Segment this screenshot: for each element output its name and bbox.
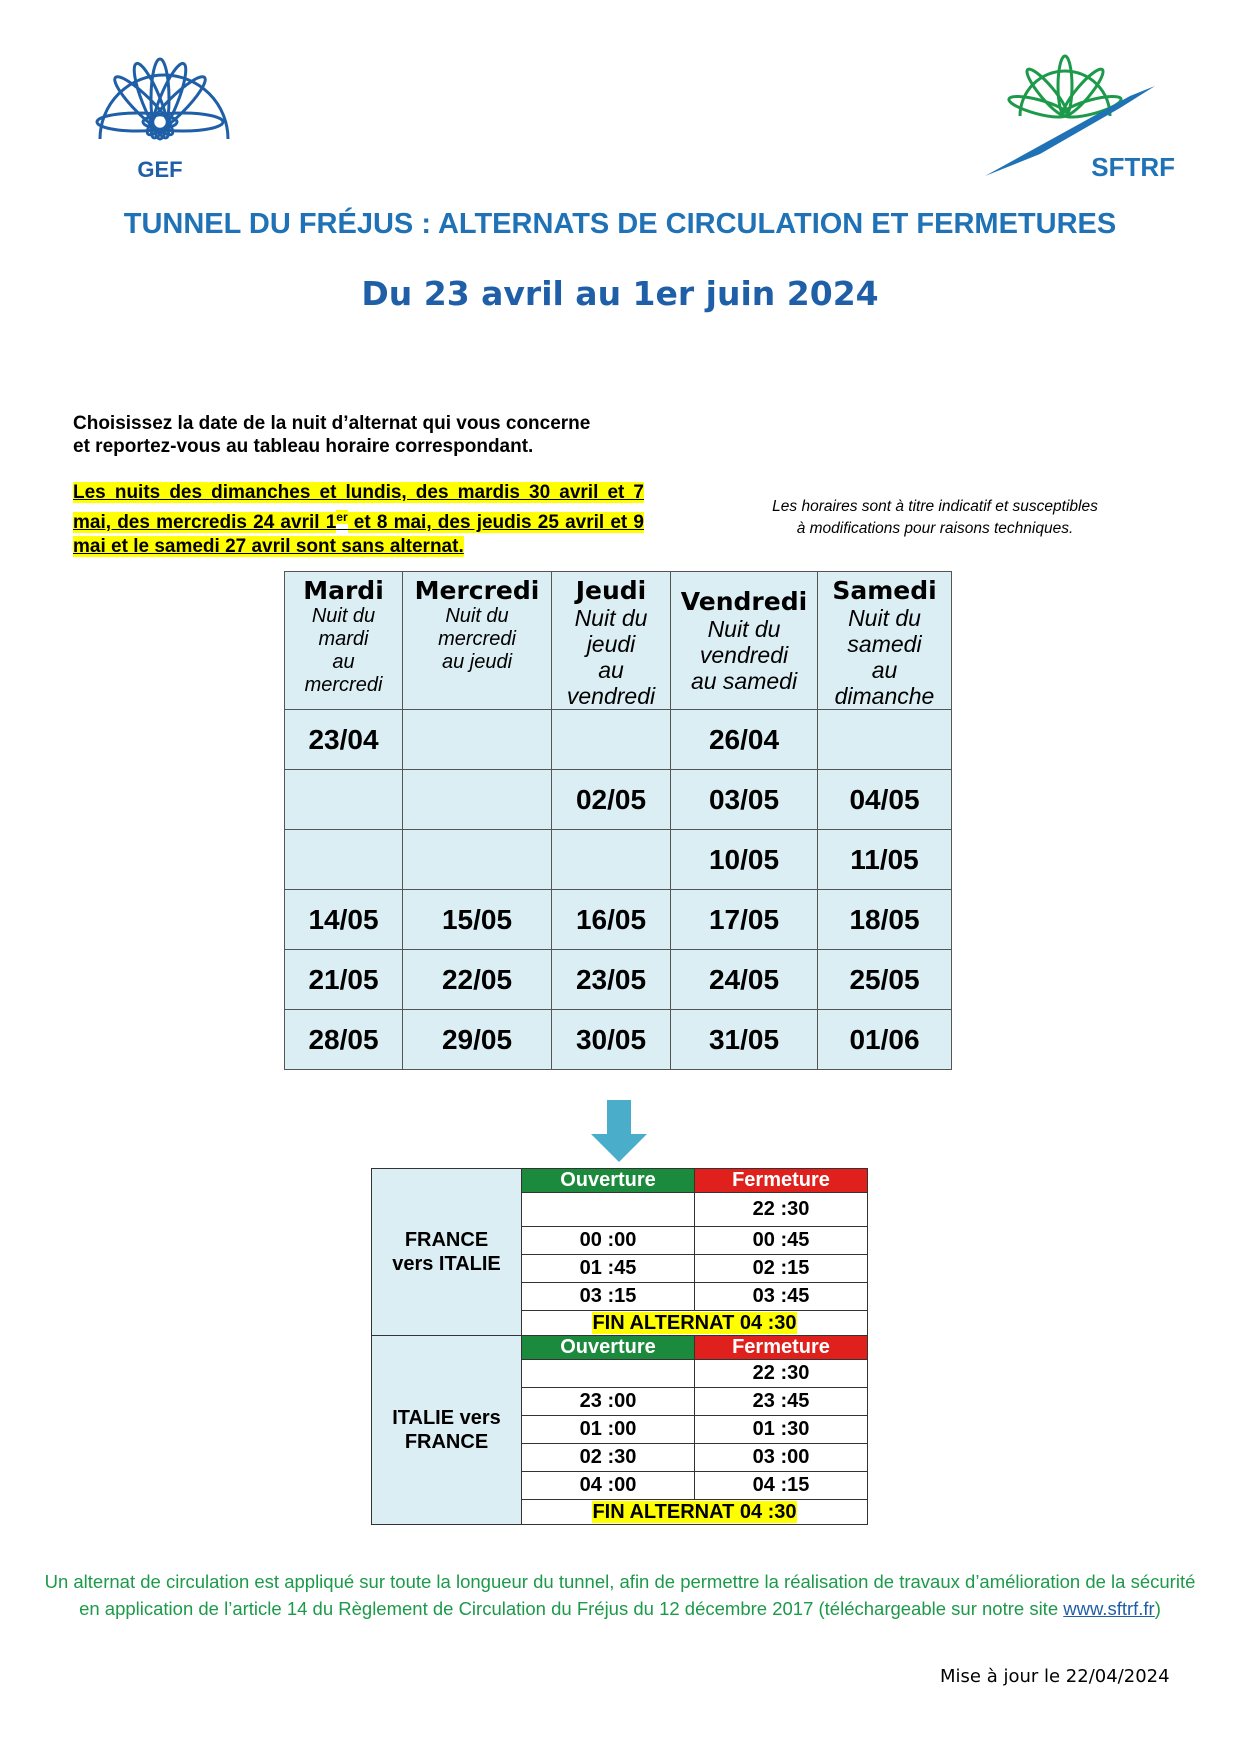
close-time: 22 :30 bbox=[695, 1360, 868, 1388]
day-label: Vendredi bbox=[680, 587, 808, 616]
day-label: Mardi bbox=[303, 576, 384, 605]
day-sub: Nuit du bbox=[445, 605, 509, 627]
intro-line-1: Choisissez la date de la nuit d’alternat qui vous concerne bbox=[73, 413, 591, 434]
disclaimer-line-1: Les horaires sont à titre indicatif et susceptibles bbox=[772, 498, 1098, 515]
table-row bbox=[285, 890, 952, 950]
table-row bbox=[285, 710, 952, 770]
notice-part-1: Les nuits des dimanches et lundis, des mardis 30 avril et 7 mai, des mercredis 24 avril 1 bbox=[73, 482, 644, 534]
update-date: Mise à jour le 22/04/2024 bbox=[940, 1666, 1170, 1687]
schedule-table bbox=[371, 1168, 868, 1525]
date-cell: 26/04 bbox=[671, 710, 818, 770]
day-sub: mercredi bbox=[438, 628, 516, 650]
close-time: 23 :45 bbox=[695, 1388, 868, 1416]
disclaimer-line-2: à modifications pour raisons techniques. bbox=[796, 520, 1074, 537]
date-cell: 30/05 bbox=[552, 1010, 671, 1070]
close-time: 02 :15 bbox=[695, 1255, 868, 1283]
direction-label: ITALIE vers bbox=[392, 1407, 501, 1429]
fermeture-header: Fermeture bbox=[695, 1169, 868, 1193]
dates-header-row bbox=[285, 572, 952, 710]
notice-part-2: et 8 mai, des jeudis 25 avril et 9 mai et le samedi 27 avril sont sans alternat. bbox=[73, 512, 644, 558]
day-sub: vendredi bbox=[566, 683, 656, 709]
date-cell bbox=[403, 770, 552, 830]
day-sub: au samedi bbox=[690, 668, 798, 694]
sftrf-link[interactable]: www.sftrf.fr bbox=[1063, 1598, 1155, 1619]
date-cell bbox=[403, 830, 552, 890]
ouverture-header: Ouverture bbox=[522, 1169, 695, 1193]
footer-note bbox=[0, 1568, 1240, 1622]
footer-line-2-end: ) bbox=[1154, 1598, 1161, 1619]
date-cell: 11/05 bbox=[818, 830, 952, 890]
table-row bbox=[285, 950, 952, 1010]
day-sub: Nuit du bbox=[848, 605, 921, 631]
day-sub: au bbox=[332, 651, 355, 673]
ouverture-header: Ouverture bbox=[522, 1336, 695, 1360]
notice-superscript: er bbox=[336, 510, 348, 524]
direction-label: FRANCE bbox=[404, 1431, 489, 1453]
table-row bbox=[372, 1336, 868, 1360]
no-alternat-notice bbox=[73, 481, 644, 559]
day-sub: samedi bbox=[847, 631, 922, 657]
date-cell: 16/05 bbox=[552, 890, 671, 950]
date-cell bbox=[552, 830, 671, 890]
day-sub: au bbox=[871, 657, 898, 683]
direction-france-italie bbox=[372, 1169, 522, 1336]
date-cell bbox=[818, 710, 952, 770]
day-sub: Nuit du bbox=[574, 605, 648, 631]
open-time: 03 :15 bbox=[522, 1283, 695, 1311]
close-time: 04 :15 bbox=[695, 1472, 868, 1500]
open-time bbox=[522, 1360, 695, 1388]
open-time: 01 :00 bbox=[522, 1416, 695, 1444]
day-sub: au jeudi bbox=[441, 651, 513, 673]
day-sub: au bbox=[598, 657, 624, 683]
date-cell: 21/05 bbox=[285, 950, 403, 1010]
day-sub: jeudi bbox=[586, 631, 636, 657]
date-cell bbox=[285, 830, 403, 890]
sftrf-logo bbox=[980, 46, 1180, 181]
page-subtitle: Du 23 avril au 1er juin 2024 bbox=[361, 274, 879, 313]
table-row bbox=[285, 830, 952, 890]
date-cell bbox=[403, 710, 552, 770]
close-time: 03 :00 bbox=[695, 1444, 868, 1472]
dates-table bbox=[284, 571, 952, 1070]
fermeture-header: Fermeture bbox=[695, 1336, 868, 1360]
date-cell: 04/05 bbox=[818, 770, 952, 830]
day-sub: Nuit du bbox=[311, 605, 376, 627]
gef-logo bbox=[80, 44, 240, 184]
header-samedi bbox=[818, 572, 952, 710]
date-cell: 22/05 bbox=[403, 950, 552, 1010]
table-row bbox=[372, 1169, 868, 1193]
date-cell: 28/05 bbox=[285, 1010, 403, 1070]
day-sub: dimanche bbox=[834, 683, 935, 709]
day-sub: mardi bbox=[318, 628, 369, 650]
day-sub: vendredi bbox=[699, 642, 789, 668]
direction-label: FRANCE bbox=[404, 1229, 489, 1251]
date-cell: 29/05 bbox=[403, 1010, 552, 1070]
date-cell: 25/05 bbox=[818, 950, 952, 1010]
date-cell: 14/05 bbox=[285, 890, 403, 950]
close-time: 22 :30 bbox=[695, 1193, 868, 1227]
close-time: 03 :45 bbox=[695, 1283, 868, 1311]
date-cell: 24/05 bbox=[671, 950, 818, 1010]
footer-line-1: Un alternat de circulation est appliqué sur toute la longueur du tunnel, afin de permettre la réalisation de travaux d’amélioration de la sécurité bbox=[44, 1571, 1196, 1592]
fin-alternat bbox=[522, 1311, 868, 1336]
date-cell: 23/04 bbox=[285, 710, 403, 770]
header-jeudi bbox=[552, 572, 671, 710]
disclaimer-note bbox=[740, 496, 1130, 540]
header-mercredi bbox=[403, 572, 552, 710]
header-mardi bbox=[285, 572, 403, 710]
close-time: 00 :45 bbox=[695, 1227, 868, 1255]
open-time: 02 :30 bbox=[522, 1444, 695, 1472]
svg-text:GEF: GEF bbox=[137, 157, 183, 182]
date-cell: 01/06 bbox=[818, 1010, 952, 1070]
close-time: 01 :30 bbox=[695, 1416, 868, 1444]
date-cell: 17/05 bbox=[671, 890, 818, 950]
date-cell: 10/05 bbox=[671, 830, 818, 890]
date-cell: 15/05 bbox=[403, 890, 552, 950]
day-label: Jeudi bbox=[575, 576, 647, 605]
day-label: Mercredi bbox=[414, 576, 540, 605]
open-time: 01 :45 bbox=[522, 1255, 695, 1283]
date-cell: 03/05 bbox=[671, 770, 818, 830]
fin-alternat-label: FIN ALTERNAT 04 :30 bbox=[592, 1500, 797, 1523]
header-vendredi bbox=[671, 572, 818, 710]
date-cell: 02/05 bbox=[552, 770, 671, 830]
page-title: TUNNEL DU FRÉJUS : ALTERNATS DE CIRCULATION ET FERMETURES bbox=[123, 208, 1117, 240]
open-time: 23 :00 bbox=[522, 1388, 695, 1416]
day-sub: mercredi bbox=[304, 674, 383, 696]
open-time: 00 :00 bbox=[522, 1227, 695, 1255]
intro-line-2: et reportez-vous au tableau horaire correspondant. bbox=[73, 436, 534, 457]
arrow-down-icon bbox=[591, 1100, 647, 1162]
direction-label: vers ITALIE bbox=[392, 1253, 501, 1275]
table-row bbox=[285, 1010, 952, 1070]
table-row bbox=[285, 770, 952, 830]
intro-text bbox=[73, 412, 673, 458]
date-cell: 18/05 bbox=[818, 890, 952, 950]
date-cell bbox=[552, 710, 671, 770]
date-cell: 31/05 bbox=[671, 1010, 818, 1070]
date-cell bbox=[285, 770, 403, 830]
day-label: Samedi bbox=[832, 576, 937, 605]
open-time bbox=[522, 1193, 695, 1227]
date-cell: 23/05 bbox=[552, 950, 671, 1010]
fin-alternat-label: FIN ALTERNAT 04 :30 bbox=[592, 1311, 797, 1334]
svg-text:SFTRF: SFTRF bbox=[1091, 152, 1175, 181]
fin-alternat bbox=[522, 1500, 868, 1525]
footer-line-2 bbox=[0, 1595, 1240, 1622]
footer-line-2-text: en application de l’article 14 du Règlement de Circulation du Fréjus du 12 décembre 2017 (téléchargeable sur notre site bbox=[79, 1598, 1064, 1619]
day-sub: Nuit du bbox=[707, 616, 781, 642]
direction-italie-france bbox=[372, 1336, 522, 1525]
open-time: 04 :00 bbox=[522, 1472, 695, 1500]
